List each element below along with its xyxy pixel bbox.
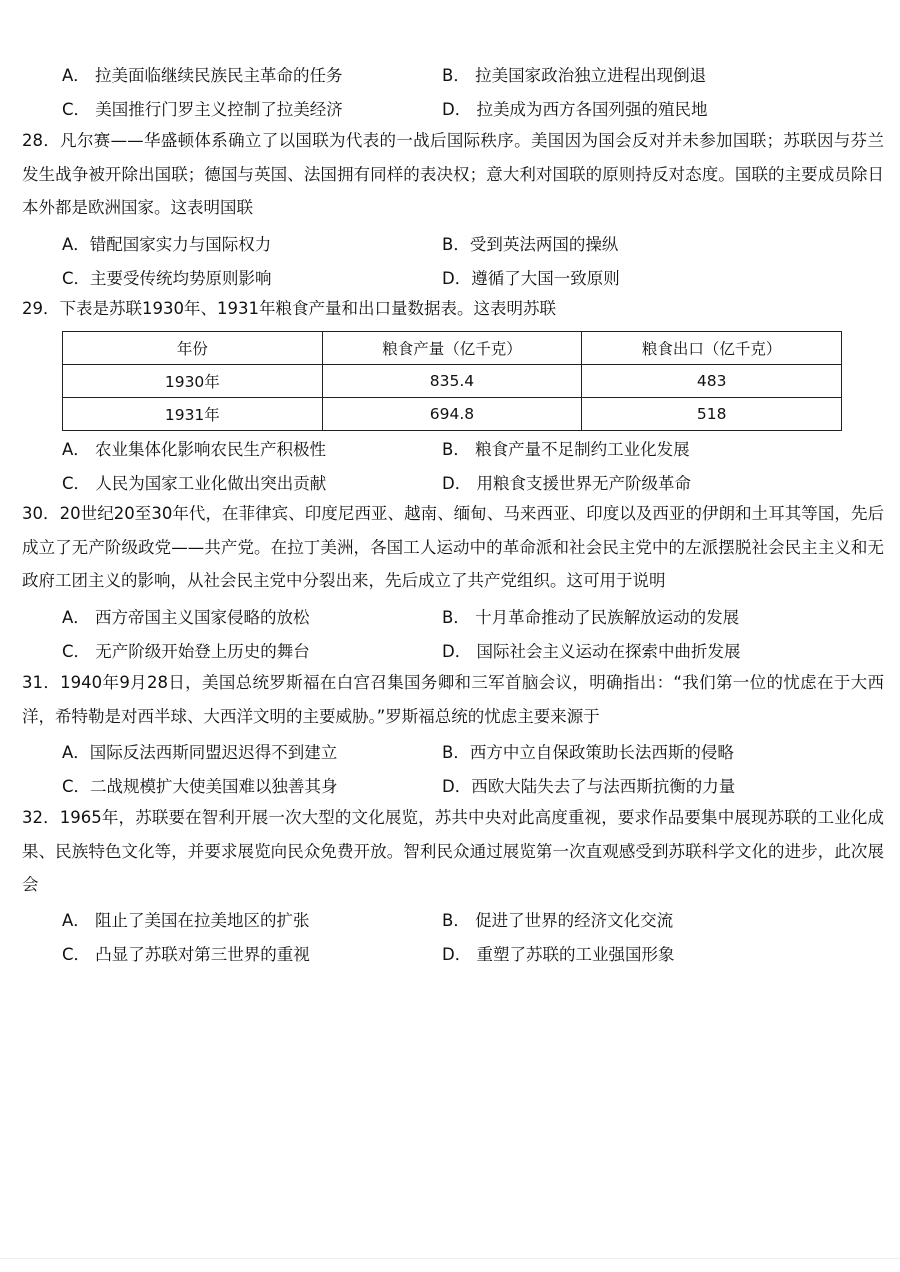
q32-options-row-1 (0, 907, 900, 935)
q28-option-d[interactable]: D．遵循了大国一致原则 (442, 269, 620, 288)
q28-stem (22, 124, 884, 225)
q30-option-c[interactable]: C． 无产阶级开始登上历史的舞台 (62, 642, 310, 661)
table-cell: 694.8 (322, 398, 582, 431)
table-cell: 1931年 (63, 398, 323, 431)
table-cell: 483 (582, 365, 842, 398)
table-header-output: 粮食产量（亿千克） (322, 332, 582, 365)
table-cell: 835.4 (322, 365, 582, 398)
q30-stem-text: 30．20世纪20至30年代，在菲律宾、印度尼西亚、越南、缅甸、马来西亚、印度以及西亚的伊朗和土耳其等国，先后成立了无产阶级政党——共产党。在拉丁美洲，各国工人运动中的革命派和社会民主党中的左派摆脱社会民主主义和无政府工团主义的影响，从社会民主党中分裂出来，先后成立了共产党组织。这可用于说明 (22, 504, 884, 590)
q30-option-a[interactable]: A． 西方帝国主义国家侵略的放松 (62, 608, 310, 627)
q30-option-b[interactable]: B． 十月革命推动了民族解放运动的发展 (442, 608, 740, 627)
q32-stem-text: 32．1965年，苏联要在智利开展一次大型的文化展览，苏共中央对此高度重视，要求作品要集中展现苏联的工业化成果、民族特色文化等，并要求展览向民众免费开放。智利民众通过展览第一次直观感受到苏联科学文化的进步，此次展会 (22, 808, 884, 894)
table-row (63, 398, 842, 431)
q31-option-c[interactable]: C．二战规模扩大使美国难以独善其身 (62, 777, 338, 796)
q32-option-d[interactable]: D． 重塑了苏联的工业强国形象 (442, 945, 675, 964)
q32-option-a[interactable]: A． 阻止了美国在拉美地区的扩张 (62, 911, 310, 930)
q29-stem (22, 292, 884, 326)
q29-option-c[interactable]: C． 人民为国家工业化做出突出贡献 (62, 474, 327, 493)
q29-options-row-2 (0, 470, 900, 498)
q28-options-row-1 (0, 231, 900, 259)
q31-option-d[interactable]: D．西欧大陆失去了与法西斯抗衡的力量 (442, 777, 736, 796)
page-bottom-divider (0, 1258, 900, 1259)
q27-option-b[interactable]: B． 拉美国家政治独立进程出现倒退 (442, 66, 707, 85)
q32-stem (22, 801, 884, 902)
q29-stem-text: 29．下表是苏联1930年、1931年粮食产量和出口量数据表。这表明苏联 (22, 299, 556, 318)
q32-option-c[interactable]: C． 凸显了苏联对第三世界的重视 (62, 945, 310, 964)
q27-options-row-2 (0, 96, 900, 124)
q27-options-row-1 (0, 62, 900, 90)
q31-stem (22, 666, 884, 733)
table-header-export: 粮食出口（亿千克） (582, 332, 842, 365)
table-header-row (63, 332, 842, 365)
q30-options-row-1 (0, 604, 900, 632)
table-header-year: 年份 (63, 332, 323, 365)
table-cell: 1930年 (63, 365, 323, 398)
q28-options-row-2 (0, 265, 900, 293)
q32-option-b[interactable]: B． 促进了世界的经济文化交流 (442, 911, 674, 930)
q27-option-c[interactable]: C． 美国推行门罗主义控制了拉美经济 (62, 100, 343, 119)
q27-option-a[interactable]: A． 拉美面临继续民族民主革命的任务 (62, 66, 343, 85)
q31-options-row-1 (0, 739, 900, 767)
q30-options-row-2 (0, 638, 900, 666)
q29-options-row-1 (0, 436, 900, 464)
q29-option-a[interactable]: A． 农业集体化影响农民生产积极性 (62, 440, 327, 459)
q30-stem (22, 497, 884, 598)
q31-option-a[interactable]: A．国际反法西斯同盟迟迟得不到建立 (62, 743, 338, 762)
q27-option-d[interactable]: D． 拉美成为西方各国列强的殖民地 (442, 100, 708, 119)
grain-data-table (62, 331, 842, 431)
q31-option-b[interactable]: B．西方中立自保政策助长法西斯的侵略 (442, 743, 734, 762)
table-cell: 518 (582, 398, 842, 431)
q31-options-row-2 (0, 773, 900, 801)
q32-options-row-2 (0, 941, 900, 969)
q31-stem-text: 31．1940年9月28日，美国总统罗斯福在白宫召集国务卿和三军首脑会议，明确指出：“我们第一位的忧虑在于大西洋，希特勒是对西半球、大西洋文明的主要威胁。”罗斯福总统的忧虑主要来源于 (22, 673, 884, 726)
q28-option-a[interactable]: A．错配国家实力与国际权力 (62, 235, 272, 254)
q28-stem-text: 28．凡尔赛——华盛顿体系确立了以国联为代表的一战后国际秩序。美国因为国会反对并未参加国联；苏联因与芬兰发生战争被开除出国联；德国与英国、法国拥有同样的表决权；意大利对国联的原则持反对态度。国联的主要成员除日本外都是欧洲国家。这表明国联 (22, 131, 884, 217)
q29-option-d[interactable]: D． 用粮食支援世界无产阶级革命 (442, 474, 691, 493)
q28-option-c[interactable]: C．主要受传统均势原则影响 (62, 269, 272, 288)
q29-option-b[interactable]: B． 粮食产量不足制约工业化发展 (442, 440, 690, 459)
table-row (63, 365, 842, 398)
q30-option-d[interactable]: D． 国际社会主义运动在探索中曲折发展 (442, 642, 741, 661)
q28-option-b[interactable]: B．受到英法两国的操纵 (442, 235, 619, 254)
